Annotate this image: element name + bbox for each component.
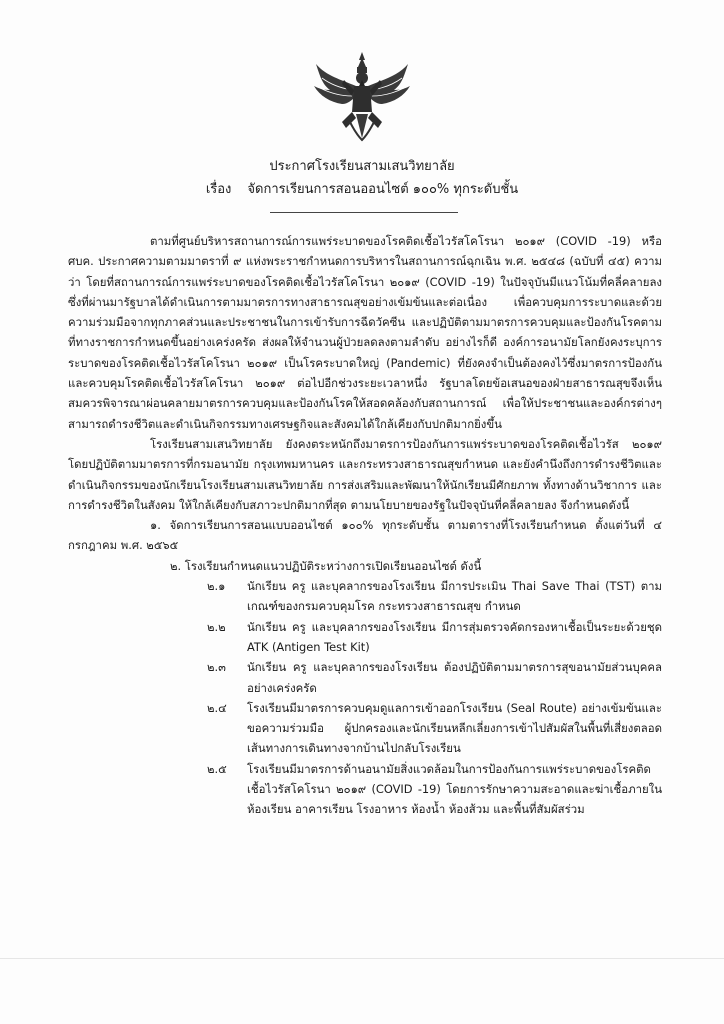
- sub-item-atk: [68, 617, 662, 658]
- sub-item-number: ๒.๔: [207, 700, 227, 715]
- sub-item-text: โรงเรียนมีมาตรการด้านอนามัยสิ่งแวดล้อมในการป้องกันการแพร่ระบาดของโรคติดเชื้อไวรัสโคโรนา ๒๐๑๙ (COVID -19) โดยการรักษาความสะอาดและฆ่าเชื้อภายในห้องเรียน อาคารเรียน โรงอาหาร ห้องน้ำ ห้องส้วม และพื้นที่สัมผัสร่วม: [247, 761, 662, 817]
- sub-item-text: นักเรียน ครู และบุคลากรของโรงเรียน มีการสุ่มตรวจคัดกรองหาเชื้อเป็นระยะด้วยชุด ATK (Antigen Test Kit): [247, 619, 662, 654]
- subject-line: [0, 181, 724, 199]
- announcement-title: ประกาศโรงเรียนสามเสนวิทยาลัย: [269, 159, 455, 174]
- item-onsite-learning: ๑. จัดการเรียนการสอนแบบออนไซต์ ๑๐๐% ทุกระดับชั้น ตามตารางที่โรงเรียนกำหนด ตั้งแต่วันที่ ๔ กรกฎาคม พ.ศ. ๒๕๖๕: [68, 518, 662, 553]
- paragraph-policy: โรงเรียนสามเสนวิทยาลัย ยังคงตระหนักถึงมาตรการป้องกันการแพร่ระบาดของโรคติดเชื้อไวรัส ๒๐๑๙ โดยปฏิบัติตามมาตรการที่กรมอนามัย กรุงเทพมหานคร และกระทรวงสาธารณสุขกำหนด และยังคำนึงถึงการดำรงชีวิตและดำเนินกิจกรรมของนักเรียนโรงเรียนสามเสนวิทยาลัย การส่งเสริมและพัฒนาให้นักเรียนมีศักยภาพ ทั้งทางด้านวิชาการ และการดำรงชีวิตในสังคม ให้ใกล้เคียงกับสภาวะปกติมากที่สุด ตามนโยบายของรัฐในปัจจุบันที่คลี่คลายลง จึงกำหนดดังนี้: [68, 436, 662, 512]
- sub-item-hygiene: [68, 657, 662, 698]
- sub-item-tst: [68, 576, 662, 617]
- sub-item-number: ๒.๑: [207, 579, 226, 594]
- sub-item-seal-route: [68, 698, 662, 759]
- sub-item-number: ๒.๕: [207, 761, 227, 776]
- announcement-body: [68, 231, 662, 820]
- sub-item-text: นักเรียน ครู และบุคลากรของโรงเรียน ต้องปฏิบัติตามมาตรการสุขอนามัยส่วนบุคคลอย่างเคร่งครัด: [247, 660, 662, 695]
- sub-item-number: ๒.๓: [207, 660, 226, 675]
- sub-item-environment: [68, 759, 662, 820]
- paragraph-background: ตามที่ศูนย์บริหารสถานการณ์การแพร่ระบาดของโรคติดเชื้อไวรัสโคโรนา ๒๐๑๙ (COVID -19) หรือ ศบค. ประกาศความตามมาตราที่ ๙ แห่งพระราชกำหนดการบริหารในสถานการณ์ฉุกเฉิน พ.ศ. ๒๕๔๘ (ฉบับที่ ๔๕) ความว่า โดยที่สถานการณ์การแพร่ระบาดของโรคติดเชื้อไวรัสโคโรนา ๒๐๑๙ (COVID -19) ในปัจจุบันมีแนวโน้มที่คลี่คลายลงซึ่งที่ผ่านมารัฐบาลได้ดำเนินการตามมาตรการทางสาธารณสุขอย่างเข้มข้นและต่อเนื่อง เพื่อควบคุมการระบาดและด้วยความร่วมมือจากทุกภาคส่วนและประชาชนในการเข้ารับการฉีดวัคซีน และปฏิบัติตามมาตรการควบคุมและป้องกันโรคตามที่ทางราชการกำหนดขึ้นอย่างเคร่งครัด ส่งผลให้จำนวนผู้ป่วยลดลงตามลำดับ อย่างไรก็ดี องค์การอนามัยโลกยังคงระบุการระบาดของโรคติดเชื้อไวรัสโคโรนา ๒๐๑๙ เป็นโรคระบาดใหญ่ (Pandemic) ที่ยังคงจำเป็นต้องคงไว้ซึ่งมาตรการป้องกันและควบคุมโรคติดเชื้อไวรัสโคโรนา ๒๐๑๙ ต่อไปอีกช่วงระยะเวลาหนึ่ง รัฐบาลโดยข้อเสนอของฝ่ายสาธารณสุขจึงเห็นสมควรพิจารณาผ่อนคลายมาตรการควบคุมและป้องกันโรคให้สอดคล้องกับสถานการณ์ เพื่อให้ประชาชนและองค์กรต่างๆ สามารถดำรงชีวิตและดำเนินกิจกรรมทางเศรษฐกิจและสังคมได้ใกล้เคียงกับปกติมากยิ่งขึ้น: [68, 234, 662, 431]
- sub-item-text: โรงเรียนมีมาตรการควบคุมดูแลการเข้าออกโรงเรียน (Seal Route) อย่างเข้มข้นและขอความร่วมมือ ผู้ปกครองและนักเรียนหลีกเลี่ยงการเข้าไปสัมผัสในพื้นที่เสี่ยงตลอดเส้นทางการเดินทางจากบ้านไปกลับโรงเรียน: [247, 700, 662, 756]
- garuda-emblem-icon: [312, 50, 412, 142]
- subject-label: เรื่อง: [205, 182, 232, 197]
- title-divider: [270, 212, 458, 213]
- sub-item-text: นักเรียน ครู และบุคลากรของโรงเรียน มีการประเมิน Thai Save Thai (TST) ตามเกณฑ์ของกรมควบคุมโรค กระทรวงสาธารณสุข กำหนด: [247, 579, 662, 614]
- item-guidelines-heading: ๒. โรงเรียนกำหนดแนวปฏิบัติระหว่างการเปิดเรียนออนไซต์ ดังนี้: [170, 558, 482, 573]
- page-bottom-rule: [0, 958, 724, 959]
- subject-text: จัดการเรียนการสอนออนไซต์ ๑๐๐% ทุกระดับชั้น: [247, 182, 519, 197]
- sub-item-number: ๒.๒: [207, 619, 226, 634]
